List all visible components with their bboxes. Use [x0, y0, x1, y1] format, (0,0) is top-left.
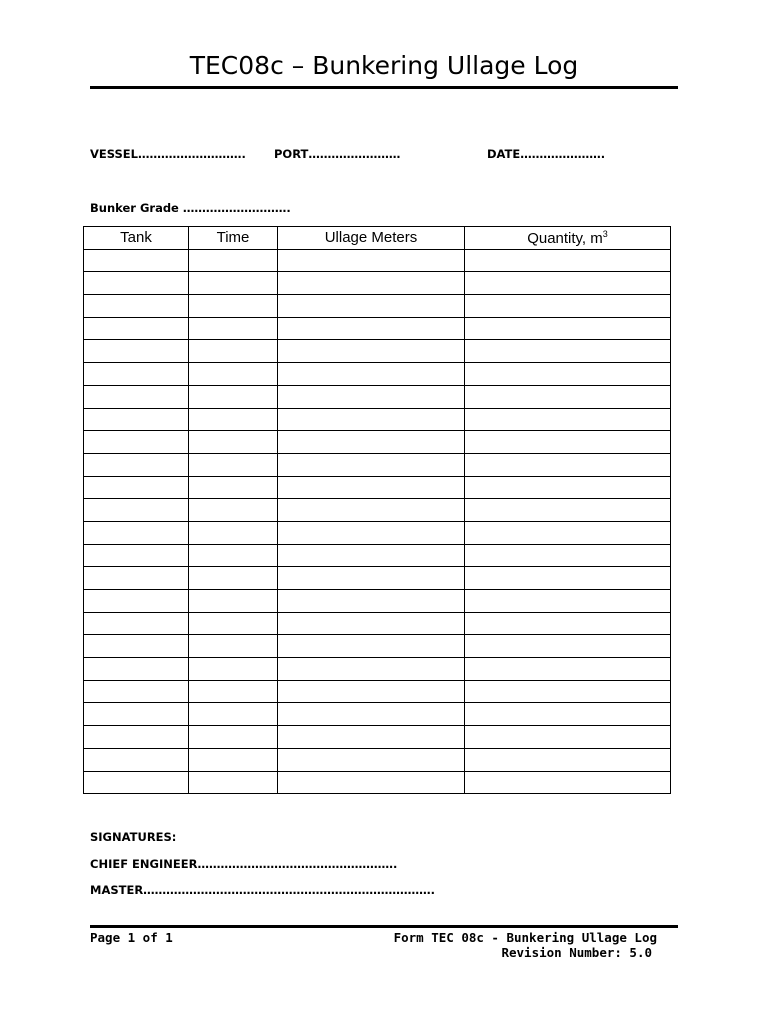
table-row [84, 771, 671, 794]
cell-quantity[interactable] [465, 272, 671, 295]
cell-quantity[interactable] [465, 567, 671, 590]
cell-tank[interactable] [84, 295, 189, 318]
cell-ullage-meters[interactable] [278, 385, 465, 408]
table-row [84, 612, 671, 635]
cell-time[interactable] [189, 567, 278, 590]
table-row [84, 748, 671, 771]
table-row [84, 590, 671, 613]
cell-quantity[interactable] [465, 726, 671, 749]
table-row [84, 431, 671, 454]
cell-ullage-meters[interactable] [278, 499, 465, 522]
cell-tank[interactable] [84, 771, 189, 794]
cell-time[interactable] [189, 385, 278, 408]
master-signature[interactable]: MASTER…………………………………………………………………. [90, 883, 436, 897]
cell-ullage-meters[interactable] [278, 612, 465, 635]
table-row [84, 703, 671, 726]
cell-ullage-meters[interactable] [278, 363, 465, 386]
table-row [84, 499, 671, 522]
cell-quantity[interactable] [465, 363, 671, 386]
cell-ullage-meters[interactable] [278, 340, 465, 363]
cell-time[interactable] [189, 544, 278, 567]
ullage-log-table [83, 226, 671, 794]
cell-tank[interactable] [84, 453, 189, 476]
cell-time[interactable] [189, 771, 278, 794]
cell-ullage-meters[interactable] [278, 726, 465, 749]
cell-time[interactable] [189, 476, 278, 499]
table-row [84, 567, 671, 590]
cell-time[interactable] [189, 635, 278, 658]
title-divider [90, 86, 678, 89]
table-row [84, 363, 671, 386]
cell-quantity[interactable] [465, 431, 671, 454]
table-row [84, 726, 671, 749]
cell-time[interactable] [189, 363, 278, 386]
header-quantity [465, 227, 671, 250]
cell-time[interactable] [189, 431, 278, 454]
cell-time[interactable] [189, 453, 278, 476]
cell-tank[interactable] [84, 249, 189, 272]
table-row [84, 635, 671, 658]
cell-time[interactable] [189, 612, 278, 635]
header-quantity-label: Quantity, m [527, 229, 603, 247]
cell-time[interactable] [189, 295, 278, 318]
cell-tank[interactable] [84, 703, 189, 726]
cell-quantity[interactable] [465, 521, 671, 544]
cell-tank[interactable] [84, 726, 189, 749]
cell-ullage-meters[interactable] [278, 317, 465, 340]
header-quantity-superscript: 3 [602, 228, 608, 239]
vessel-field[interactable]: VESSEL………………………. [90, 147, 246, 161]
cell-tank[interactable] [84, 363, 189, 386]
table-row [84, 658, 671, 681]
cell-tank[interactable] [84, 590, 189, 613]
cell-tank[interactable] [84, 385, 189, 408]
cell-tank[interactable] [84, 748, 189, 771]
bunker-grade-field[interactable]: Bunker Grade ………………………. [90, 201, 291, 215]
cell-time[interactable] [189, 590, 278, 613]
cell-tank[interactable] [84, 567, 189, 590]
cell-ullage-meters[interactable] [278, 635, 465, 658]
cell-quantity[interactable] [465, 385, 671, 408]
cell-ullage-meters[interactable] [278, 680, 465, 703]
cell-quantity[interactable] [465, 453, 671, 476]
cell-ullage-meters[interactable] [278, 521, 465, 544]
cell-tank[interactable] [84, 680, 189, 703]
revision-number: Revision Number: 5.0 [501, 945, 652, 960]
cell-time[interactable] [189, 340, 278, 363]
cell-ullage-meters[interactable] [278, 544, 465, 567]
cell-tank[interactable] [84, 612, 189, 635]
port-field[interactable]: PORT…………………… [274, 147, 401, 161]
cell-tank[interactable] [84, 340, 189, 363]
date-field[interactable]: DATE…………………. [487, 147, 606, 161]
table-row [84, 340, 671, 363]
header-time: Time [189, 227, 278, 250]
cell-ullage-meters[interactable] [278, 567, 465, 590]
cell-time[interactable] [189, 748, 278, 771]
table-row [84, 521, 671, 544]
cell-quantity[interactable] [465, 635, 671, 658]
cell-quantity[interactable] [465, 658, 671, 681]
cell-tank[interactable] [84, 272, 189, 295]
table-row [84, 408, 671, 431]
form-name: Form TEC 08c - Bunkering Ullage Log [393, 930, 657, 945]
signatures-heading: SIGNATURES: [90, 830, 177, 844]
table-row [84, 249, 671, 272]
cell-ullage-meters[interactable] [278, 658, 465, 681]
cell-tank[interactable] [84, 544, 189, 567]
cell-quantity[interactable] [465, 408, 671, 431]
cell-quantity[interactable] [465, 340, 671, 363]
cell-ullage-meters[interactable] [278, 703, 465, 726]
cell-time[interactable] [189, 726, 278, 749]
table-row [84, 317, 671, 340]
chief-engineer-signature[interactable]: CHIEF ENGINEER……………………………………………. [90, 857, 398, 871]
cell-ullage-meters[interactable] [278, 590, 465, 613]
cell-time[interactable] [189, 658, 278, 681]
cell-ullage-meters[interactable] [278, 453, 465, 476]
table-row [84, 476, 671, 499]
cell-quantity[interactable] [465, 544, 671, 567]
table-row [84, 453, 671, 476]
cell-ullage-meters[interactable] [278, 295, 465, 318]
cell-tank[interactable] [84, 499, 189, 522]
cell-tank[interactable] [84, 658, 189, 681]
table-header-row [84, 227, 671, 250]
cell-quantity[interactable] [465, 590, 671, 613]
cell-quantity[interactable] [465, 295, 671, 318]
cell-time[interactable] [189, 408, 278, 431]
header-ullage-meters: Ullage Meters [278, 227, 465, 250]
cell-time[interactable] [189, 680, 278, 703]
cell-quantity[interactable] [465, 612, 671, 635]
cell-time[interactable] [189, 499, 278, 522]
cell-quantity[interactable] [465, 499, 671, 522]
cell-ullage-meters[interactable] [278, 748, 465, 771]
table-row [84, 544, 671, 567]
cell-quantity[interactable] [465, 476, 671, 499]
cell-ullage-meters[interactable] [278, 408, 465, 431]
cell-tank[interactable] [84, 408, 189, 431]
cell-quantity[interactable] [465, 748, 671, 771]
table-row [84, 680, 671, 703]
page-number: Page 1 of 1 [90, 930, 173, 945]
cell-time[interactable] [189, 703, 278, 726]
table-body [84, 249, 671, 794]
cell-ullage-meters[interactable] [278, 272, 465, 295]
table-row [84, 385, 671, 408]
cell-time[interactable] [189, 272, 278, 295]
cell-tank[interactable] [84, 635, 189, 658]
table-row [84, 295, 671, 318]
cell-quantity[interactable] [465, 703, 671, 726]
cell-ullage-meters[interactable] [278, 771, 465, 794]
cell-ullage-meters[interactable] [278, 249, 465, 272]
cell-ullage-meters[interactable] [278, 431, 465, 454]
footer-divider [90, 925, 678, 928]
table-row [84, 272, 671, 295]
cell-time[interactable] [189, 249, 278, 272]
cell-tank[interactable] [84, 317, 189, 340]
cell-time[interactable] [189, 521, 278, 544]
header-tank: Tank [84, 227, 189, 250]
cell-tank[interactable] [84, 476, 189, 499]
cell-quantity[interactable] [465, 680, 671, 703]
cell-ullage-meters[interactable] [278, 476, 465, 499]
page-title: TEC08c – Bunkering Ullage Log [189, 51, 579, 80]
cell-tank[interactable] [84, 431, 189, 454]
cell-quantity[interactable] [465, 317, 671, 340]
cell-time[interactable] [189, 317, 278, 340]
cell-quantity[interactable] [465, 771, 671, 794]
cell-tank[interactable] [84, 521, 189, 544]
cell-quantity[interactable] [465, 249, 671, 272]
